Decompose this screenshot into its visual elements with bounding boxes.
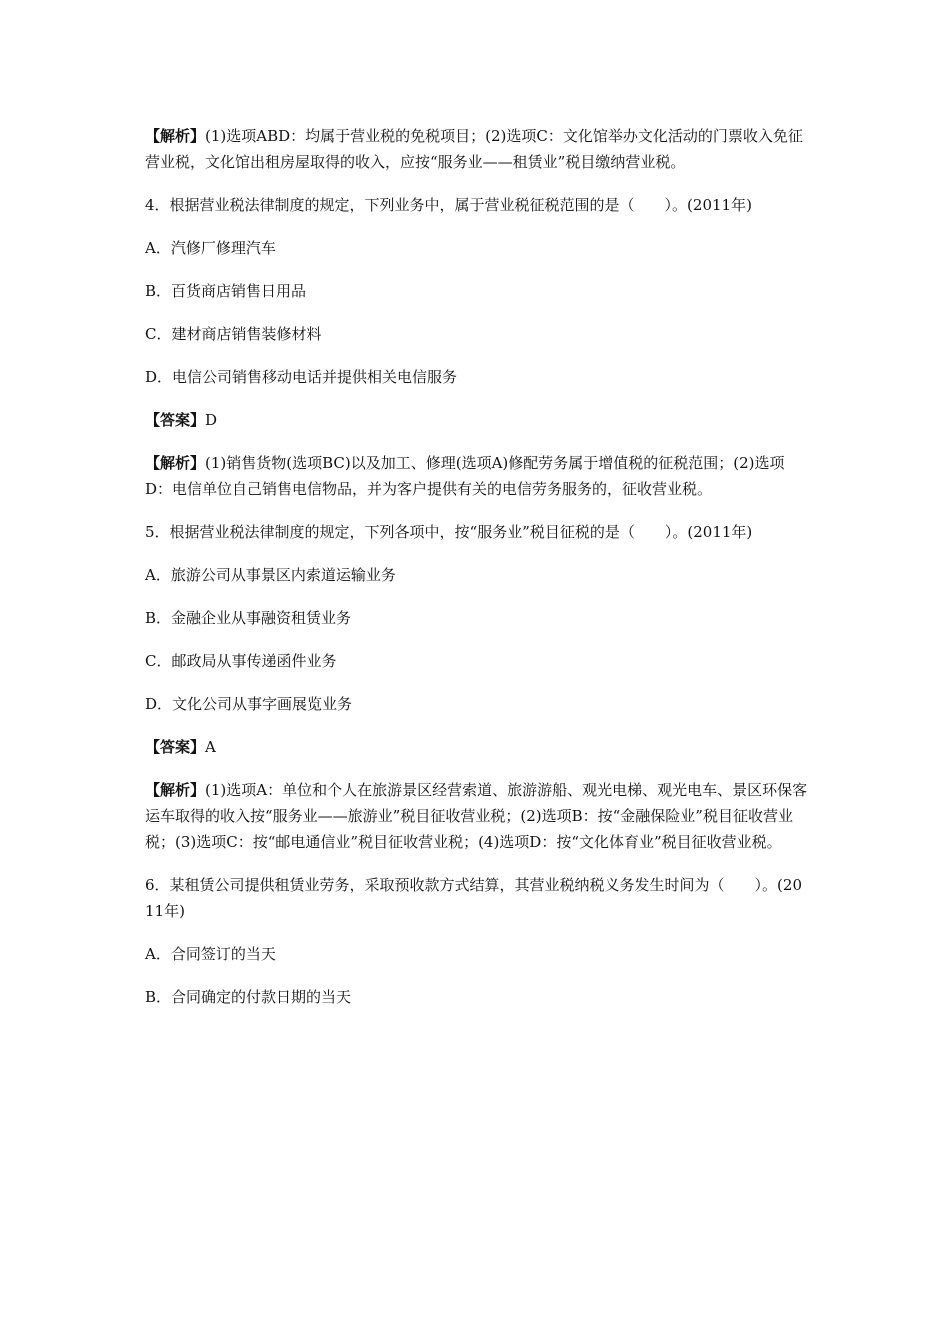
analysis-tag: 【解析】 (145, 781, 206, 799)
question-6-option-a: A．合同签订的当天 (145, 945, 276, 963)
analysis-tag: 【解析】 (145, 454, 206, 472)
answer-tag: 【答案】 (145, 738, 206, 756)
answer-value: A (205, 738, 216, 756)
analysis-text: (1)选项A：单位和个人在旅游景区经营索道、旅游游船、观光电梯、观光电车、景区环保客运车取得的收入按“服务业——旅游业”税目征收营业税；(2)选项B：按“金融保险业”税目征收营业税；(3)选项C：按“邮电通信业”税目征收营业税；(4)选项D：按“文化体育业”税目征收营业税。 (145, 781, 808, 851)
question-4: 4．根据营业税法律制度的规定，下列业务中，属于营业税征税范围的是（ ）。(2011年) (145, 196, 752, 214)
question-5: 5．根据营业税法律制度的规定，下列各项中，按“服务业”税目征税的是（ ）。(2011年) (145, 523, 753, 541)
question-5-option-a: A．旅游公司从事景区内索道运输业务 (145, 566, 396, 584)
question-6: 6．某租赁公司提供租赁业劳务，采取预收款方式结算，其营业税纳税义务发生时间为（ ）。(2011年) (145, 876, 802, 920)
question-4-answer (145, 407, 810, 433)
analysis-text: (1)选项ABD：均属于营业税的免税项目；(2)选项C：文化馆举办文化活动的门票收入免征营业税，文化馆出租房屋取得的收入，应按“服务业——租赁业”税目缴纳营业税。 (145, 127, 803, 171)
question-4-analysis (145, 450, 810, 502)
analysis-tag: 【解析】 (145, 127, 206, 145)
question-5-option-d: D．文化公司从事字画展览业务 (145, 695, 353, 713)
question-6-option-b: B．合同确定的付款日期的当天 (145, 988, 352, 1006)
question-5-analysis (145, 777, 810, 855)
answer-value: D (205, 411, 218, 429)
question-4-option-c: C．建材商店销售装修材料 (145, 325, 322, 343)
question-4-option-a: A．汽修厂修理汽车 (145, 239, 276, 257)
analysis-paragraph (145, 123, 810, 175)
analysis-text: (1)销售货物(选项BC)以及加工、修理(选项A)修配劳务属于增值税的征税范围；(2)选项D：电信单位自己销售电信物品，并为客户提供有关的电信劳务服务的，征收营业税。 (145, 454, 785, 498)
question-5-option-c: C．邮政局从事传递函件业务 (145, 652, 337, 670)
document-page (145, 123, 810, 1010)
question-5-answer (145, 734, 810, 760)
question-4-option-b: B．百货商店销售日用品 (145, 282, 307, 300)
question-5-option-b: B．金融企业从事融资租赁业务 (145, 609, 352, 627)
answer-tag: 【答案】 (145, 411, 206, 429)
question-4-option-d: D．电信公司销售移动电话并提供相关电信服务 (145, 368, 458, 386)
